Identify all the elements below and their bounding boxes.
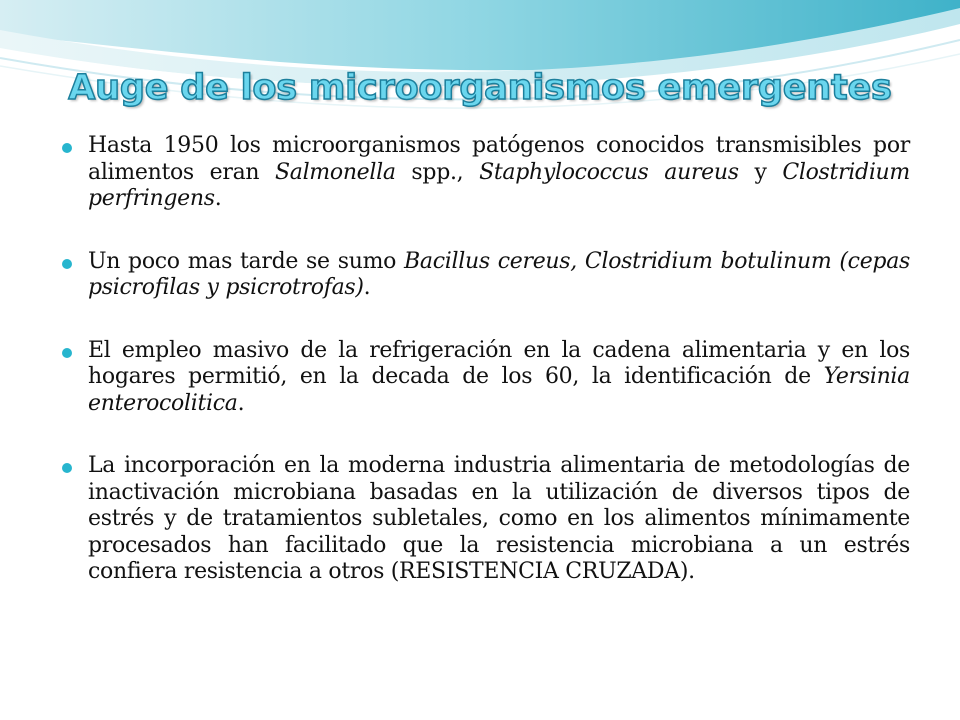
bullet-text: y — [738, 159, 783, 185]
organism-name: Bacillus cereus, Clostridium botulinum (cepas psicrofilas y psicrotrofas) — [88, 248, 911, 300]
bullet-item — [62, 338, 910, 418]
bullet-text: Hasta 1950 los microorganismos patógenos conocidos transmisibles por alimentos eran — [88, 133, 910, 185]
bullet-item — [62, 453, 910, 586]
bullet-text: . — [214, 186, 222, 211]
bullet-dot-icon — [62, 143, 72, 153]
bullet-item — [62, 133, 910, 213]
slide-title: Auge de los microorganismos emergentes — [68, 68, 892, 108]
bullet-text: . — [237, 390, 245, 416]
organism-name: Yersinia enterocolitica — [88, 364, 910, 416]
bullet-text: La incorporación en la moderna industria alimentaria de metodologías de inactivación microbiana basadas en la utilización de diversos tipos de estrés y de tratamientos subletales, como en los alimentos mínimamente procesados han facilitado que la resistencia microbiana a un estrés confiera resistencia a otros (RESISTENCIA CRUZADA). — [88, 453, 910, 584]
organism-name: Salmonella — [274, 159, 396, 185]
bullet-dot-icon — [62, 463, 72, 473]
organism-name: Clostridium perfringens — [88, 159, 910, 211]
organism-name: Staphylococcus aureus — [479, 159, 739, 185]
bullet-text: Un poco mas tarde se sumo — [88, 248, 405, 274]
bullet-dot-icon — [62, 259, 72, 269]
slide-content — [62, 133, 910, 622]
bullet-text: El empleo masivo de la refrigeración en la cadena alimentaria y en los hogares permitió, en la decada de los 60, la identificación de — [88, 337, 910, 389]
bullet-text: spp., — [395, 159, 480, 185]
bullet-text: . — [363, 275, 371, 300]
bullet-item — [62, 249, 910, 302]
bullet-dot-icon — [62, 348, 72, 358]
